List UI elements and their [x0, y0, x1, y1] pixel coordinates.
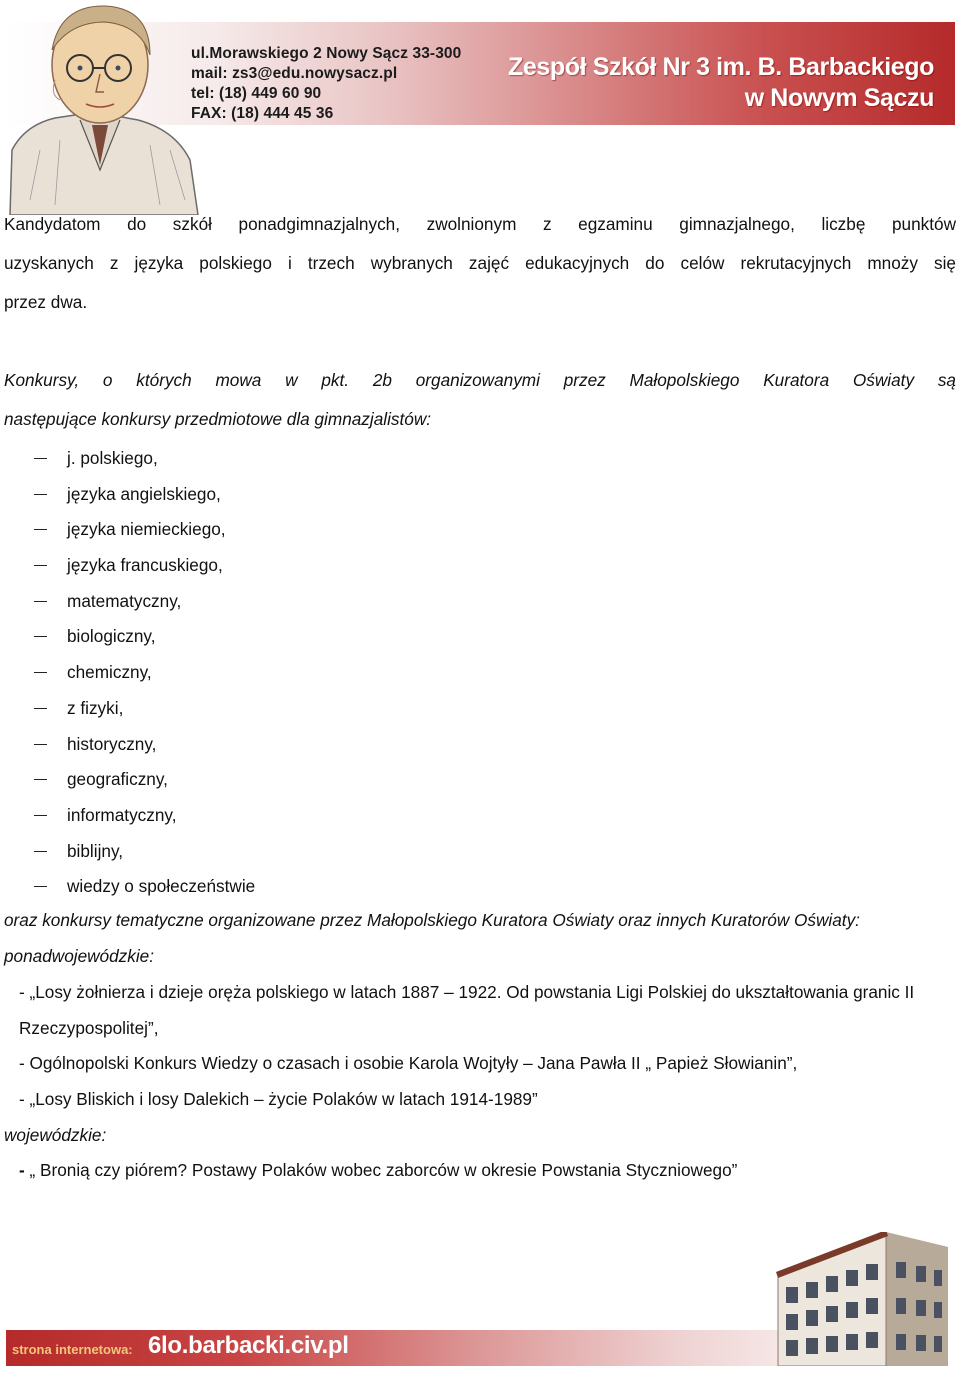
address-text: ul.Morawskiego 2 Nowy Sącz 33-300 [191, 45, 462, 62]
website-link[interactable]: 6lo.barbacki.civ.pl [148, 1332, 349, 1359]
subject-list-item [0, 589, 255, 625]
school-name [508, 52, 934, 114]
dash-bullet-icon [34, 601, 47, 602]
konkursy-line: następujące konkursy przedmiotowe dla gimnazjalistów: [4, 409, 432, 429]
subject-list-item [0, 446, 255, 482]
subject-label: z fizyki, [67, 697, 124, 718]
subject-list-item [0, 696, 255, 732]
subject-label: języka niemieckiego, [67, 519, 226, 540]
subject-list-item [0, 482, 255, 518]
supra-heading: ponadwojewódzkie: [4, 946, 155, 966]
konkursy-paragraph [4, 370, 956, 429]
regional-item-text: „ Bronią czy piórem? Postawy Polaków wobec zaborców w okresie Powstania Styczniowego” [24, 1160, 738, 1180]
supra-item: - „Losy żołnierza i dzieje oręża polskiego w latach 1887 – 1922. Od powstania Ligi Polskiej do ukształtowania granic II [19, 982, 915, 1002]
fax-text: FAX: (18) 444 45 36 [191, 105, 334, 122]
supra-item: - Ogólnopolski Konkurs Wiedzy o czasach i osobie Karola Wojtyły – Jana Pawła II „ Papież Słowianin”, [19, 1053, 798, 1073]
dash-bullet-icon [34, 494, 47, 495]
dash-bullet-icon [34, 565, 47, 566]
dash-bullet-icon [34, 529, 47, 530]
regional-item [19, 1160, 960, 1181]
subject-label: biblijny, [67, 840, 124, 861]
dash-bullet-icon [34, 851, 47, 852]
subject-label: historyczny, [67, 733, 157, 754]
subject-label: informatyczny, [67, 804, 177, 825]
dash-bullet-icon [34, 708, 47, 709]
subject-label: języka angielskiego, [67, 483, 221, 504]
supra-item-continuation: Rzeczypospolitej”, [19, 1018, 159, 1038]
school-name-line1: Zespół Szkół Nr 3 im. B. Barbackiego [507, 53, 934, 81]
subject-label: wiedzy o społeczeństwie [67, 876, 256, 897]
dash-bullet-icon [34, 636, 47, 637]
subject-list-item [0, 517, 255, 553]
thematic-intro: oraz konkursy tematyczne organizowane przez Małopolskiego Kuratora Oświaty oraz innych Kuratorów Oświaty: [4, 910, 860, 930]
regional-dash: - [19, 1160, 25, 1180]
subject-label: biologiczny, [67, 626, 156, 647]
dash-bullet-icon [34, 458, 47, 459]
portrait-drawing-icon [0, 0, 200, 215]
subject-list-item [0, 767, 255, 803]
subject-label: matematyczny, [67, 590, 182, 611]
intro-paragraph [4, 214, 956, 312]
regional-heading: wojewódzkie: [4, 1125, 107, 1145]
subject-list-item [0, 803, 255, 839]
school-building-icon [776, 1232, 948, 1366]
subject-list-item [0, 839, 255, 875]
subject-label: języka francuskiego, [67, 555, 223, 576]
subject-list-item [0, 660, 255, 696]
subject-list-item [0, 624, 255, 660]
subject-list [0, 446, 255, 910]
subject-label: j. polskiego, [67, 448, 158, 468]
intro-line: Kandydatom do szkół ponadgimnazjalnych, zwolnionym z egzaminu gimnazjalnego, liczbę punktów [4, 214, 956, 234]
subject-label: chemiczny, [67, 662, 152, 683]
footer-label: strona internetowa: [12, 1342, 133, 1357]
subject-list-item [0, 732, 255, 768]
dash-bullet-icon [34, 744, 47, 745]
subject-label: geograficzny, [67, 769, 168, 790]
konkursy-line: Konkursy, o których mowa w pkt. 2b organizowanymi przez Małopolskiego Kuratora Oświaty są [4, 370, 956, 390]
dash-bullet-icon [34, 672, 47, 673]
school-name-line2: w Nowym Sączu [744, 84, 934, 112]
tel-text: tel: (18) 449 60 90 [191, 85, 322, 102]
dash-bullet-icon [34, 886, 47, 887]
intro-line: przez dwa. [4, 292, 88, 312]
subject-list-item [0, 553, 255, 589]
intro-line: uzyskanych z języka polskiego i trzech wybranych zajęć edukacyjnych do celów rekrutacyjnych mnoży się [4, 253, 956, 273]
dash-bullet-icon [34, 815, 47, 816]
contact-block [191, 44, 461, 124]
dash-bullet-icon [34, 779, 47, 780]
subject-list-item [0, 874, 255, 910]
supra-item: - „Losy Bliskich i losy Dalekich – życie Polaków w latach 1914-1989” [19, 1089, 538, 1109]
mail-text: mail: zs3@edu.nowysacz.pl [191, 65, 398, 82]
